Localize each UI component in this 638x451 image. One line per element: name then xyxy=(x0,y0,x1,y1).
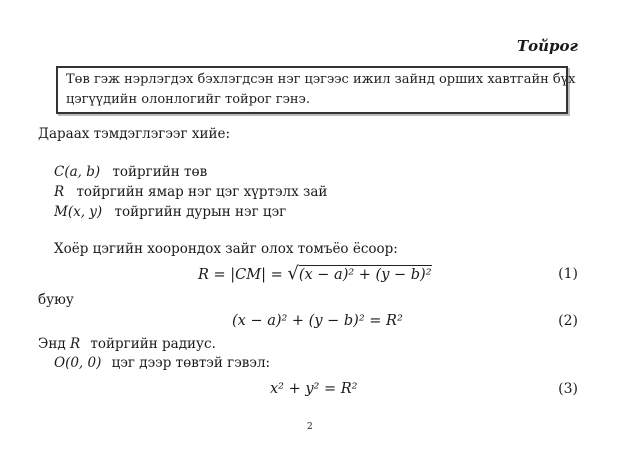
radius-note-symbol: R xyxy=(69,336,81,352)
radius-note-prefix: Энд xyxy=(38,336,66,352)
section-title: Тойрог xyxy=(516,37,578,55)
distance-intro: Хоёр цэгийн хоорондох зайг олох томъёо ёсоор: xyxy=(54,241,398,257)
notation-radius xyxy=(54,184,327,200)
equation-1-radicand: (x − a)² + (y − b)² xyxy=(298,267,432,283)
definition-line-1: Төв гэж нэрлэгдэх бэхлэгдсэн нэг цэгээс ижил зайнд орших хавтгайн бүх xyxy=(66,72,576,87)
equation-2-number: (2) xyxy=(558,313,578,329)
equation-1 xyxy=(198,263,432,284)
notation-point xyxy=(54,204,286,220)
radius-note-suffix: тойргийн радиус. xyxy=(90,336,216,352)
equation-3-number: (3) xyxy=(558,381,578,397)
equation-2: (x − a)² + (y − b)² = R² xyxy=(232,313,403,329)
origin-note xyxy=(54,355,270,371)
notation-center xyxy=(54,164,207,180)
equation-3: x² + y² = R² xyxy=(270,381,358,397)
sqrt-symbol: √ xyxy=(287,263,299,284)
notation-center-symbol: C(a, b) xyxy=(54,164,101,180)
intro-text: Дараах тэмдэглэгээг хийе: xyxy=(38,126,230,142)
notation-point-desc: тойргийн дурын нэг цэг xyxy=(114,204,287,220)
definition-line-2: цэгүүдийн олонлогийг тойрог гэнэ. xyxy=(66,92,310,107)
origin-note-suffix: цэг дээр төвтэй гэвэл: xyxy=(111,355,271,371)
definition-box xyxy=(56,66,576,114)
equation-1-number: (1) xyxy=(558,266,578,282)
radius-note xyxy=(38,336,216,352)
notation-point-symbol: M(x, y) xyxy=(54,204,103,220)
notation-radius-desc: тойргийн ямар нэг цэг хүртэлх зай xyxy=(76,184,328,200)
origin-note-symbol: O(0, 0) xyxy=(54,355,102,371)
equation-1-lhs: R = |CM| = xyxy=(198,267,288,283)
notation-radius-symbol: R xyxy=(54,184,65,200)
or-word: буюу xyxy=(38,292,74,308)
notation-center-desc: тойргийн төв xyxy=(112,164,208,180)
page-number: 2 xyxy=(307,422,313,432)
